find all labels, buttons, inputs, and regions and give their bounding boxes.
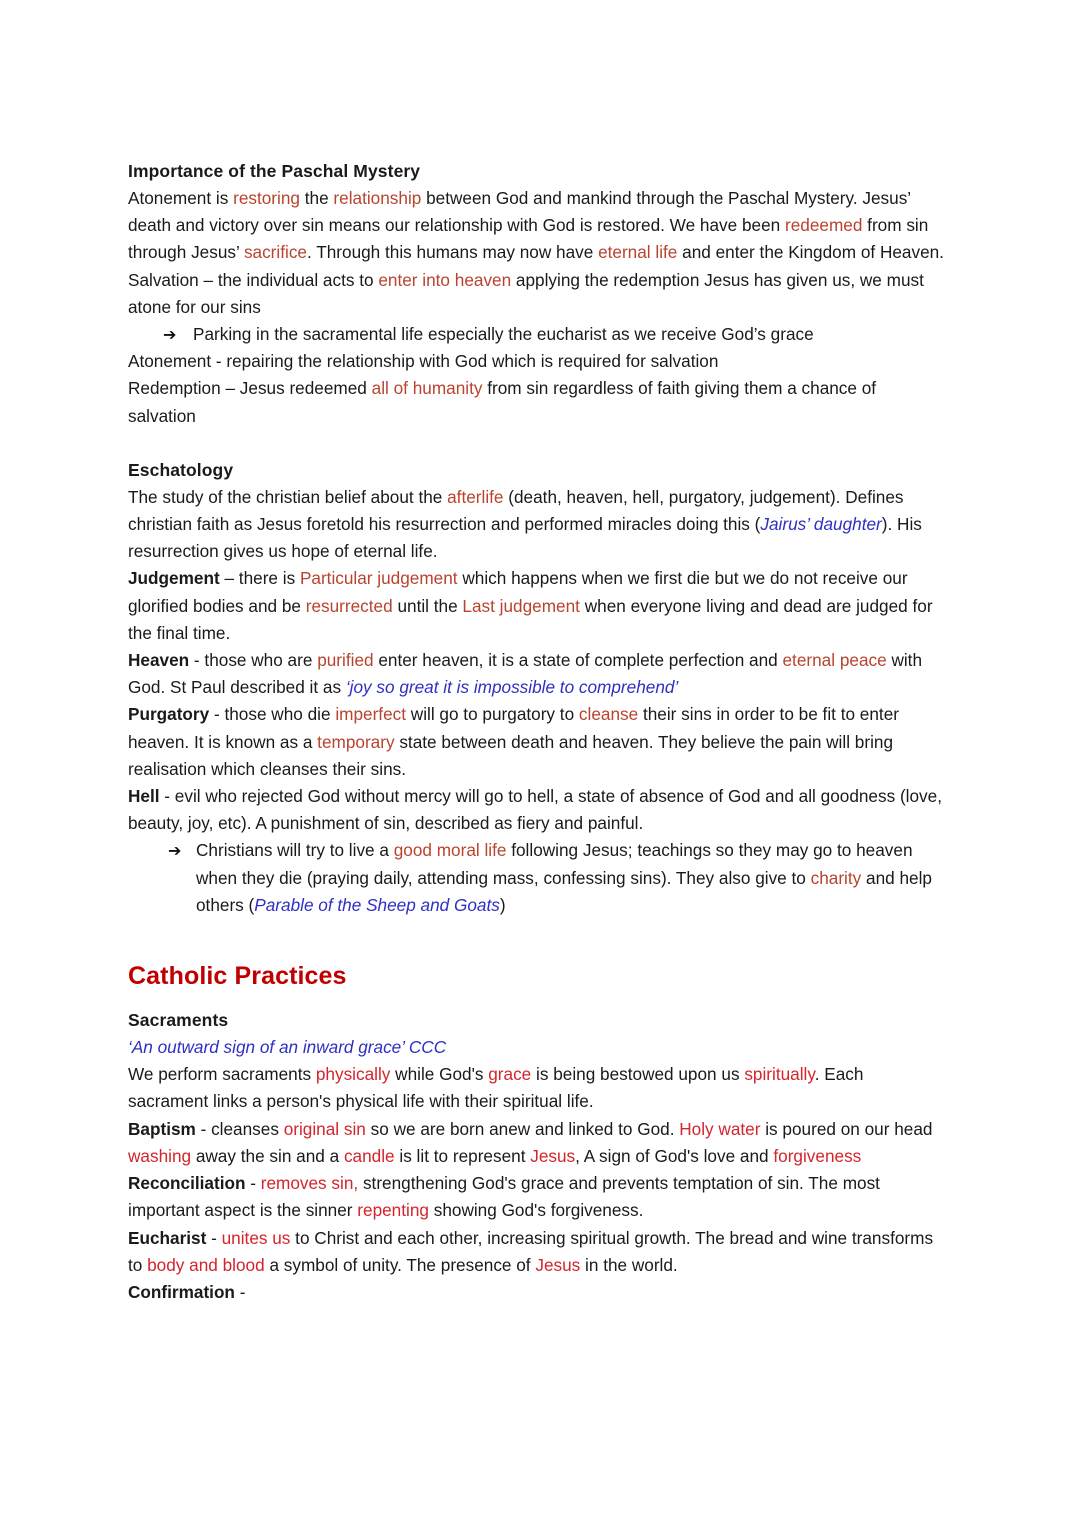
text-run: ) [499, 894, 506, 915]
text-run: Redemption – Jesus redeemed [128, 378, 372, 399]
text-run: from sin through Jesus’ [128, 215, 929, 263]
text-run: following Jesus; teachings so they may go to heaven when they die (praying daily, attending mass, confessing sins). They also give to [196, 840, 913, 888]
highlight-eternal-life: eternal life [598, 242, 678, 263]
highlight-original-sin: original sin [283, 1118, 366, 1139]
paragraph-salvation [128, 267, 948, 321]
highlight-unites-us: unites us [221, 1227, 291, 1248]
text-run: showing God's forgiveness. [428, 1200, 644, 1221]
text-run: Atonement is [128, 188, 234, 208]
text-run: until the [392, 595, 463, 616]
term-heaven: Heaven [128, 650, 190, 671]
highlight-afterlife: afterlife [447, 486, 504, 507]
highlight-particular-judgement: Particular judgement [299, 568, 458, 589]
highlight-removes-sin: removes sin, [260, 1173, 359, 1194]
text-run: (death, heaven, hell, purgatory, judgement). Defines christian faith as Jesus foretold his resurrection and performed miracles doing this ( [128, 486, 904, 535]
paragraph-redemption [128, 375, 948, 429]
paragraph-sacraments-quote [128, 1034, 948, 1061]
text-run: the [299, 188, 334, 208]
text-run: enter heaven, it is a state of complete perfection and [373, 650, 783, 671]
highlight-resurrected: resurrected [305, 595, 393, 616]
text-run: – there is [219, 568, 300, 589]
paragraph-confirmation [128, 1279, 948, 1306]
text-run: , A sign of God's love and [575, 1145, 774, 1166]
highlight-imperfect: imperfect [335, 704, 406, 725]
text-run: when everyone living and dead are judged for the final time. [128, 595, 933, 643]
text-run: a symbol of unity. The presence of [264, 1254, 536, 1275]
heading-eschatology: Eschatology [128, 459, 234, 480]
highlight-good-moral-life: good moral life [393, 840, 507, 861]
highlight-last-judgement: Last judgement [462, 595, 580, 616]
text-run: We perform sacraments [128, 1064, 316, 1085]
term-judgement: Judgement [128, 568, 220, 589]
arrow-right-icon: ➔ [163, 325, 177, 345]
document-body [128, 158, 948, 1306]
term-purgatory: Purgatory [128, 704, 210, 725]
text-run: so we are born anew and linked to God. [365, 1118, 680, 1139]
bullet-text: Parking in the sacramental life especially the eucharist as we receive God’s grace [193, 324, 814, 345]
paragraph-hell [128, 783, 948, 837]
text-run: . Each sacrament links a person's physical life with their spiritual life. [128, 1064, 864, 1112]
bullet-item-christian-moral-life [128, 837, 948, 919]
paragraph-atonement [128, 185, 948, 267]
highlight-enter-into-heaven: enter into heaven [378, 269, 512, 290]
highlight-all-of-humanity: all of humanity [371, 378, 483, 399]
highlight-purified: purified [317, 650, 374, 671]
paragraph-sacraments-intro [128, 1061, 948, 1115]
highlight-charity: charity [810, 867, 862, 888]
text-run: their sins in order to be fit to enter heaven. It is known as a [128, 704, 899, 752]
term-hell: Hell [128, 786, 160, 807]
text-run: and help others ( [196, 867, 932, 915]
text-run: - [234, 1281, 246, 1302]
text-run: which happens when we first die but we do not receive our glorified bodies and be [128, 568, 908, 616]
text-run: Christians will try to live a [196, 840, 394, 861]
heading-catholic-practices: Catholic Practices [128, 962, 347, 991]
quote-st-paul: ‘joy so great it is impossible to comprehend’ [345, 677, 679, 698]
text-run: while God's [390, 1064, 489, 1085]
text-run: is poured on our head [760, 1118, 933, 1139]
quote-parable-sheep-goats: Parable of the Sheep and Goats [254, 894, 500, 915]
text-run: - evil who rejected God without mercy will go to hell, a state of absence of God and all goodness (love, beauty, joy, etc). A punishment of sin, described as fiery and painful. [128, 786, 942, 834]
heading-spacer [128, 993, 948, 1007]
highlight-redeemed: redeemed [784, 215, 863, 236]
text-run: - [245, 1173, 261, 1194]
term-reconciliation: Reconciliation [128, 1173, 246, 1194]
highlight-holy-water: Holy water [679, 1118, 761, 1139]
text-run: between God and mankind through the Paschal Mystery. Jesus’ death and victory over sin means our relationship with God is restored. We have been [128, 188, 911, 236]
highlight-jesus: Jesus [530, 1145, 576, 1166]
term-confirmation: Confirmation [128, 1281, 235, 1302]
highlight-repenting: repenting [357, 1200, 429, 1221]
bullet-item-sacramental-life [128, 321, 948, 348]
paragraph-reconciliation [128, 1170, 948, 1224]
highlight-sacrifice: sacrifice [243, 242, 307, 263]
bullet-text [196, 837, 948, 919]
highlight-temporary: temporary [317, 731, 395, 752]
highlight-restoring: restoring [233, 188, 300, 208]
term-eucharist: Eucharist [128, 1227, 207, 1248]
highlight-physically: physically [315, 1064, 391, 1085]
highlight-jesus-presence: Jesus [535, 1254, 581, 1275]
section-spacer [128, 430, 948, 457]
paragraph-baptism [128, 1116, 948, 1170]
text-run: is being bestowed upon us [531, 1064, 745, 1085]
paragraph-eucharist [128, 1225, 948, 1279]
arrow-right-icon: ➔ [168, 841, 182, 861]
text-run: state between death and heaven. They believe the pain will bring realisation which cleanses their sins. [128, 731, 894, 779]
text-run: strengthening God's grace and prevents temptation of sin. The most important aspect is the sinner [128, 1173, 880, 1221]
text-run: - [206, 1227, 222, 1248]
text-run: away the sin and a [191, 1145, 344, 1166]
text-run: with God. St Paul described it as [128, 650, 923, 698]
text-run: - those who are [189, 650, 318, 671]
highlight-relationship: relationship [333, 188, 422, 208]
highlight-grace: grace [488, 1064, 532, 1085]
text-run: - cleanses [195, 1118, 284, 1139]
highlight-eternal-peace: eternal peace [782, 650, 887, 671]
text-run: Salvation – the individual acts to [128, 269, 379, 290]
heading-paschal-mystery: Importance of the Paschal Mystery [128, 161, 421, 181]
highlight-spiritually: spiritually [744, 1064, 815, 1085]
text-run: . Through this humans may now have [306, 242, 599, 263]
heading-sacraments: Sacraments [128, 1010, 229, 1031]
text-run: ). His resurrection gives us hope of eternal life. [128, 514, 922, 562]
term-baptism: Baptism [128, 1118, 196, 1139]
text-run: - those who die [209, 704, 336, 725]
text-run: will go to purgatory to [406, 704, 579, 725]
text-run: from sin regardless of faith giving them a chance of salvation [128, 378, 877, 426]
paragraph-eschatology-intro [128, 484, 948, 566]
text-run: to Christ and each other, increasing spiritual growth. The bread and wine transforms to [128, 1227, 934, 1275]
text-run: applying the redemption Jesus has given us, we must atone for our sins [128, 269, 924, 317]
highlight-candle: candle [343, 1145, 395, 1166]
section-spacer [128, 919, 948, 959]
paragraph-judgement [128, 565, 948, 647]
paragraph-purgatory [128, 701, 948, 783]
paragraph-atonement-definition: Atonement - repairing the relationship with God which is required for salvation [128, 351, 719, 372]
text-run: The study of the christian belief about the [128, 486, 448, 507]
highlight-forgiveness: forgiveness [773, 1145, 862, 1166]
highlight-washing: washing [128, 1145, 192, 1166]
highlight-body-and-blood: body and blood [147, 1254, 265, 1275]
quote-jairus-daughter: Jairus’ daughter [760, 514, 882, 535]
paragraph-heaven [128, 647, 948, 701]
highlight-cleanse: cleanse [578, 704, 639, 725]
text-run: and enter the Kingdom of Heaven. [677, 242, 944, 263]
quote-ccc-definition: ‘An outward sign of an inward grace’ CCC [128, 1037, 447, 1058]
text-run: is lit to represent [394, 1145, 531, 1166]
text-run: in the world. [580, 1254, 678, 1275]
